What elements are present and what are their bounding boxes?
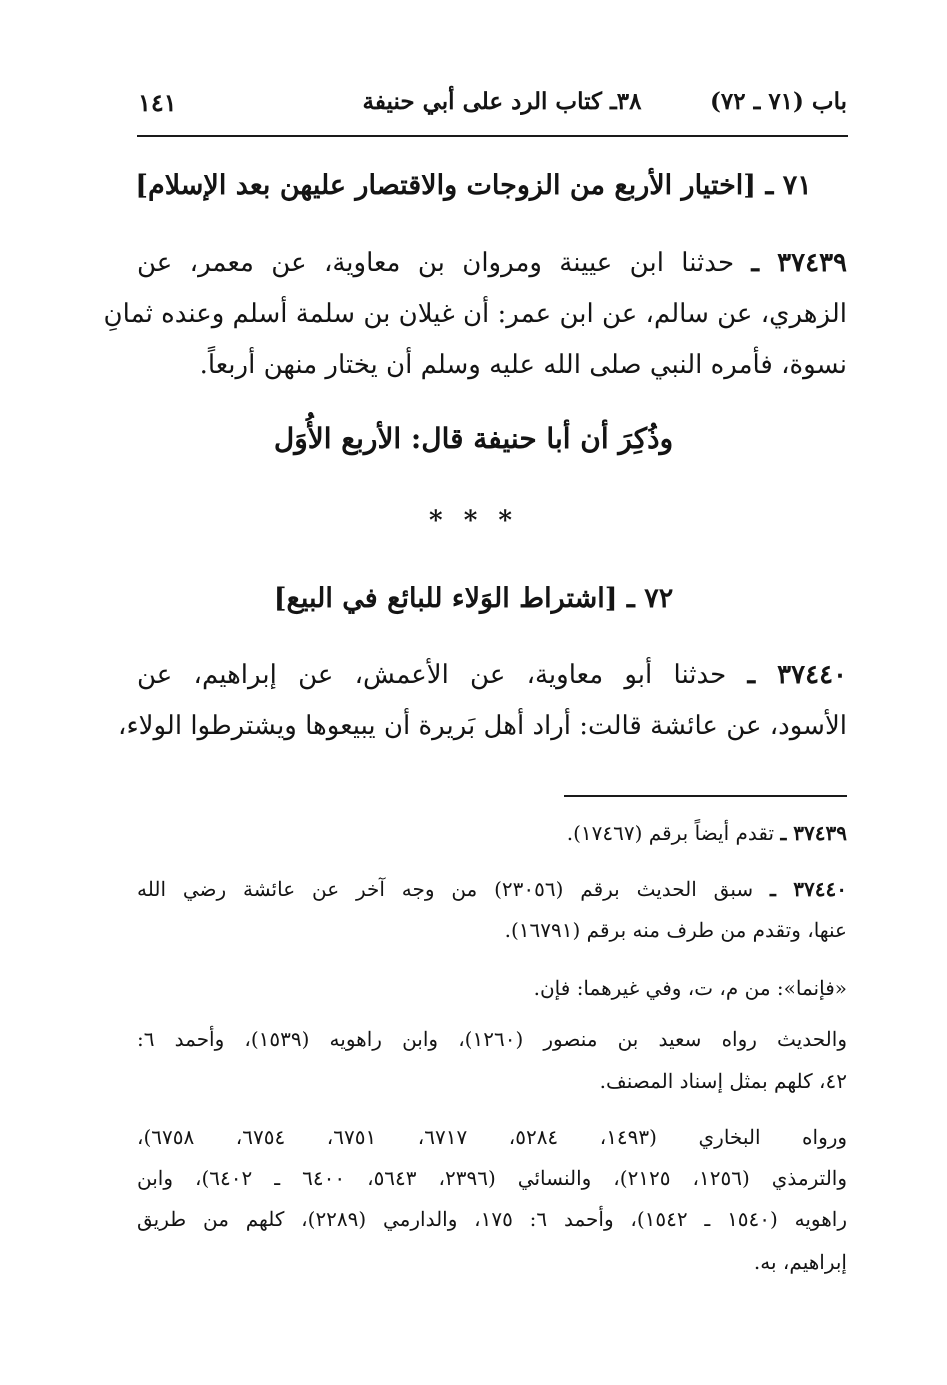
hadith-37439-line-1 [137, 248, 847, 278]
footnote-37440-line-1 [137, 876, 847, 902]
footnote-sources-line-2: ٤٢، كلهم بمثل إسناد المصنف. [599, 1069, 847, 1093]
hadith-number: ٣٧٤٤٠ ـ [747, 660, 847, 690]
footnote-37439 [137, 820, 847, 846]
footnote-text: سبق الحديث برقم (٢٣٠٥٦) من وجه آخر عن عائشة رضي الله [137, 877, 770, 901]
hadith-text: حدثنا أبو معاوية، عن الأعمش، عن إبراهيم، عن [137, 660, 748, 690]
hadith-37440-line-2: الأسود، عن عائشة قالت: أراد أهل بَريرة أن يبيعوها ويشترطوا الولاء، [118, 711, 847, 741]
header-rule [137, 135, 848, 137]
footnote-separator [564, 795, 847, 797]
section-heading-71: ٧١ ـ [اختيار الأربع من الزوجات والاقتصار عليهن بعد الإسلام] [135, 170, 812, 201]
footnote-sources-line-1: والحديث رواه سعيد بن منصور (١٢٦٠)، وابن راهويه (١٥٣٩)، وأحمد ٦: [137, 1027, 847, 1051]
running-header-chapter: باب (٧١ ـ ٧٢) [709, 88, 847, 115]
hadith-text: حدثنا ابن عيينة ومروان بن معاوية، عن معمر، عن [137, 248, 752, 278]
footnote-narrations-line-4: إبراهيم، به. [753, 1250, 847, 1274]
hadith-number: ٣٧٤٣٩ ـ [751, 248, 847, 278]
footnote-text: تقدم أيضاً برقم (١٧٤٦٧). [566, 821, 781, 845]
footnote-number: ٣٧٤٣٩ ـ [780, 821, 847, 845]
page-number: ١٤١ [138, 88, 177, 117]
hadith-37439-line-3: نسوة، فأمره النبي صلى الله عليه وسلم أن يختار منهن أربعاً. [199, 350, 847, 380]
abu-hanifa-opinion: وذُكِرَ أن أبا حنيفة قال: الأربع الأُوَل [273, 422, 674, 455]
footnote-narrations-line-3: راهويه (١٥٤٠ ـ ١٥٤٢)، وأحمد ٦: ١٧٥، والدارمي (٢٢٨٩)، كلهم من طريق [137, 1207, 848, 1231]
section-separator: * * * [429, 506, 518, 536]
running-header-book-title: ٣٨ـ كتاب الرد على أبي حنيفة [362, 88, 642, 115]
footnote-variant-note: «فإنما»: من م، ت، وفي غيرهما: فإن. [533, 976, 847, 1000]
footnote-narrations-line-2: والترمذي (١٢٥٦، ٢١٢٥)، والنسائي (٢٣٩٦، ٥٦٤٣، ٦٤٠٠ ـ ٦٤٠٢)، وابن [137, 1166, 848, 1190]
footnote-37440-line-2: عنها، وتقدم من طرف منه برقم (١٦٧٩١). [504, 918, 847, 942]
footnote-number: ٣٧٤٤٠ ـ [769, 877, 848, 901]
hadith-37439-line-2: الزهري، عن سالم، عن ابن عمر: أن غيلان بن سلمة أسلم وعنده ثمانِ [103, 299, 847, 329]
section-heading-72: ٧٢ ـ [اشتراط الوَلاء للبائع في البيع] [273, 583, 674, 614]
footnote-narrations-line-1: ورواه البخاري (١٤٩٣، ٥٢٨٤، ٦٧١٧، ٦٧٥١، ٦٧٥٤، ٦٧٥٨)، [137, 1125, 848, 1149]
hadith-37440-line-1 [137, 660, 847, 690]
